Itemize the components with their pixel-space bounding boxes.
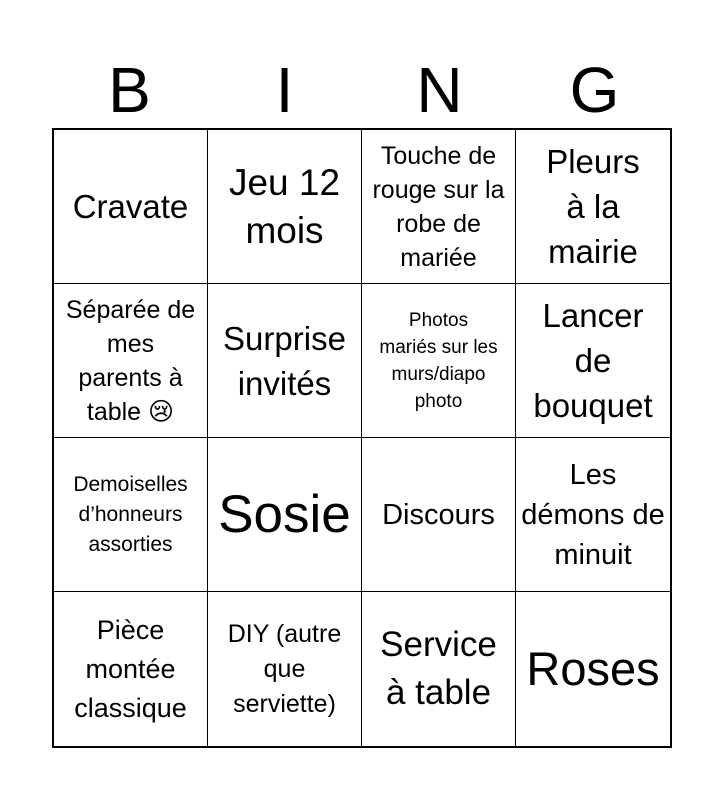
bingo-cell[interactable] [54, 592, 208, 746]
bingo-cell[interactable] [516, 592, 670, 746]
bingo-cell-text: Cravate [72, 188, 189, 225]
bingo-cell-text: Sosie [218, 484, 351, 544]
bingo-cell[interactable] [54, 284, 208, 438]
bingo-cell[interactable] [516, 438, 670, 592]
bingo-cell-text: Surprise invités [223, 319, 346, 402]
bingo-cell[interactable] [208, 130, 362, 284]
bingo-grid [52, 128, 672, 748]
bingo-cell[interactable] [208, 284, 362, 438]
bingo-cell[interactable] [362, 592, 516, 746]
header-letter-g: G [569, 54, 620, 126]
bingo-cell-text: Pleurs à la mairie [546, 143, 640, 270]
bingo-cell-text: Pièce montée classique [74, 614, 187, 723]
bingo-cell-text: Touche de rouge sur la robe de mariée [372, 141, 505, 272]
bingo-cell-text: Les démons de minuit [521, 458, 665, 571]
bingo-cell[interactable] [54, 438, 208, 592]
bingo-cell-text: Jeu 12 mois [228, 161, 341, 251]
bingo-cell[interactable] [362, 438, 516, 592]
header-letter-n: N [416, 54, 463, 126]
bingo-cell-text: Photos mariés sur les murs/diapo photo [379, 309, 498, 412]
bingo-cell-text: Demoiselles d’honneurs assorties [73, 472, 188, 556]
bingo-header [52, 52, 672, 128]
bingo-cell-text: Séparée de mes parents à table 😢 [65, 295, 196, 426]
bingo-cell[interactable] [54, 130, 208, 284]
bingo-cell[interactable] [208, 438, 362, 592]
bingo-cell-text: Lancer de bouquet [533, 297, 653, 424]
bingo-cell[interactable] [362, 284, 516, 438]
header-letter-i: I [275, 54, 294, 126]
bingo-cell-text: Roses [526, 642, 660, 695]
bingo-cell[interactable] [362, 130, 516, 284]
bingo-cell-text: Discours [382, 498, 495, 531]
header-letter-b: B [108, 54, 151, 126]
bingo-cell[interactable] [516, 130, 670, 284]
bingo-cell-text: Service à table [380, 625, 497, 712]
bingo-cell[interactable] [516, 284, 670, 438]
bingo-cell[interactable] [208, 592, 362, 746]
bingo-cell-text: DIY (autre que serviette) [227, 619, 342, 718]
